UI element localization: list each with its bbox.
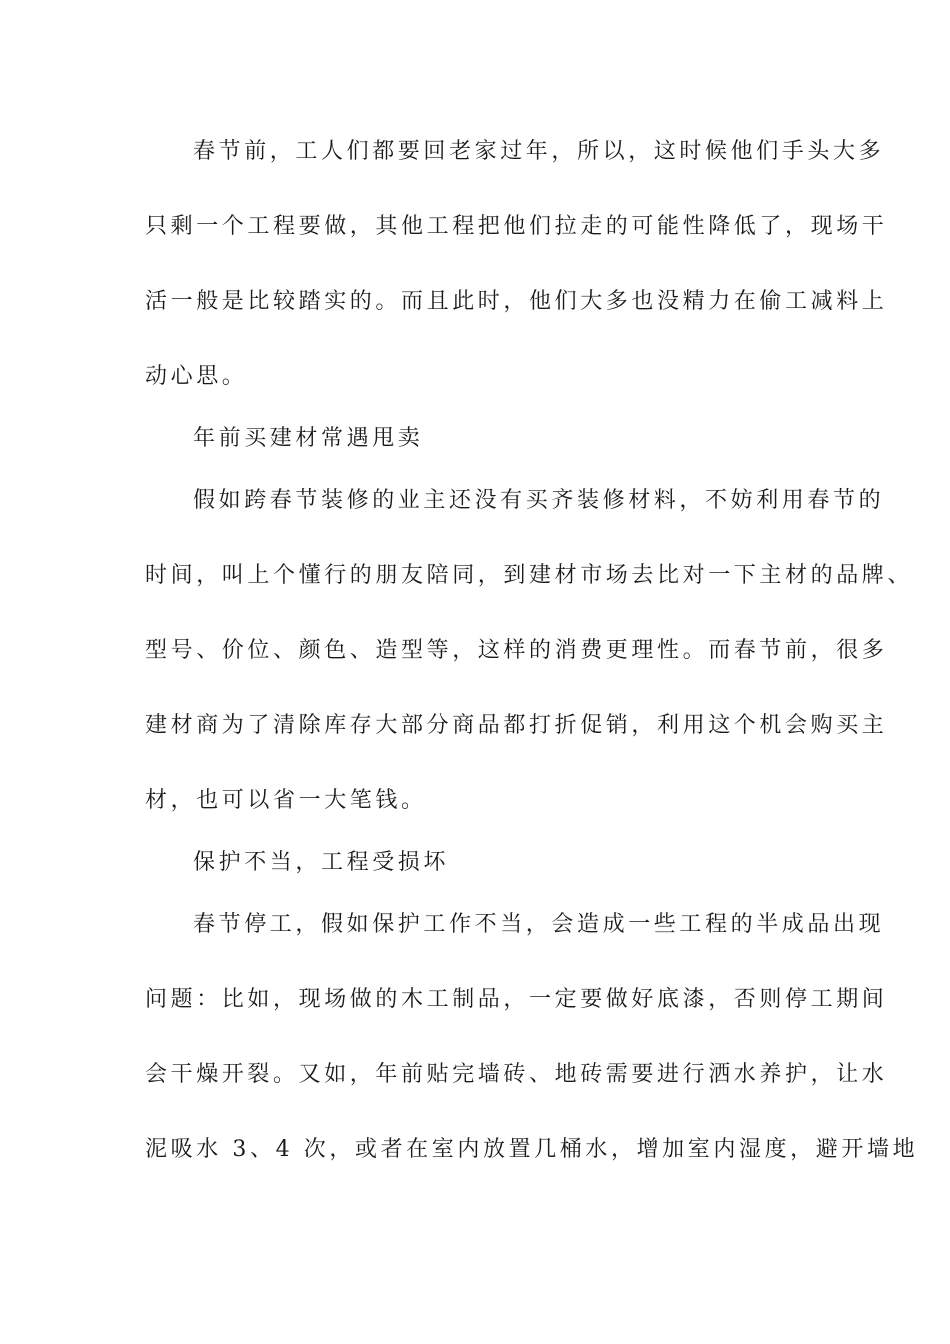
paragraph-line: 时间，叫上个懂行的朋友陪同，到建材市场去比对一下主材的品牌、	[145, 563, 914, 588]
paragraph-line: 春节停工，假如保护工作不当，会造成一些工程的半成品出现	[193, 912, 885, 937]
paragraph-line: 建材商为了清除库存大部分商品都打折促销，利用这个机会购买主	[145, 713, 888, 738]
paragraph-line: 型号、价位、颜色、造型等，这样的消费更理性。而春节前，很多	[145, 638, 888, 663]
paragraph-line: 只剩一个工程要做，其他工程把他们拉走的可能性降低了，现场干	[145, 214, 888, 239]
paragraph-line: 会干燥开裂。又如，年前贴完墙砖、地砖需要进行洒水养护，让水	[145, 1062, 888, 1087]
section-heading: 年前买建材常遇甩卖	[193, 426, 424, 451]
paragraph-line: 泥吸水 3、4 次，或者在室内放置几桶水，增加室内湿度，避开墙地	[145, 1137, 919, 1162]
paragraph-line: 材，也可以省一大笔钱。	[145, 788, 427, 813]
paragraph-line: 动心思。	[145, 364, 248, 389]
paragraph-line: 春节前，工人们都要回老家过年，所以，这时候他们手头大多	[193, 139, 885, 164]
section-heading: 保护不当，工程受损坏	[193, 850, 450, 875]
paragraph-line: 假如跨春节装修的业主还没有买齐装修材料，不妨利用春节的	[193, 488, 885, 513]
paragraph-line: 活一般是比较踏实的。而且此时，他们大多也没精力在偷工减料上	[145, 289, 888, 314]
paragraph-line: 问题：比如，现场做的木工制品，一定要做好底漆，否则停工期间	[145, 987, 888, 1012]
